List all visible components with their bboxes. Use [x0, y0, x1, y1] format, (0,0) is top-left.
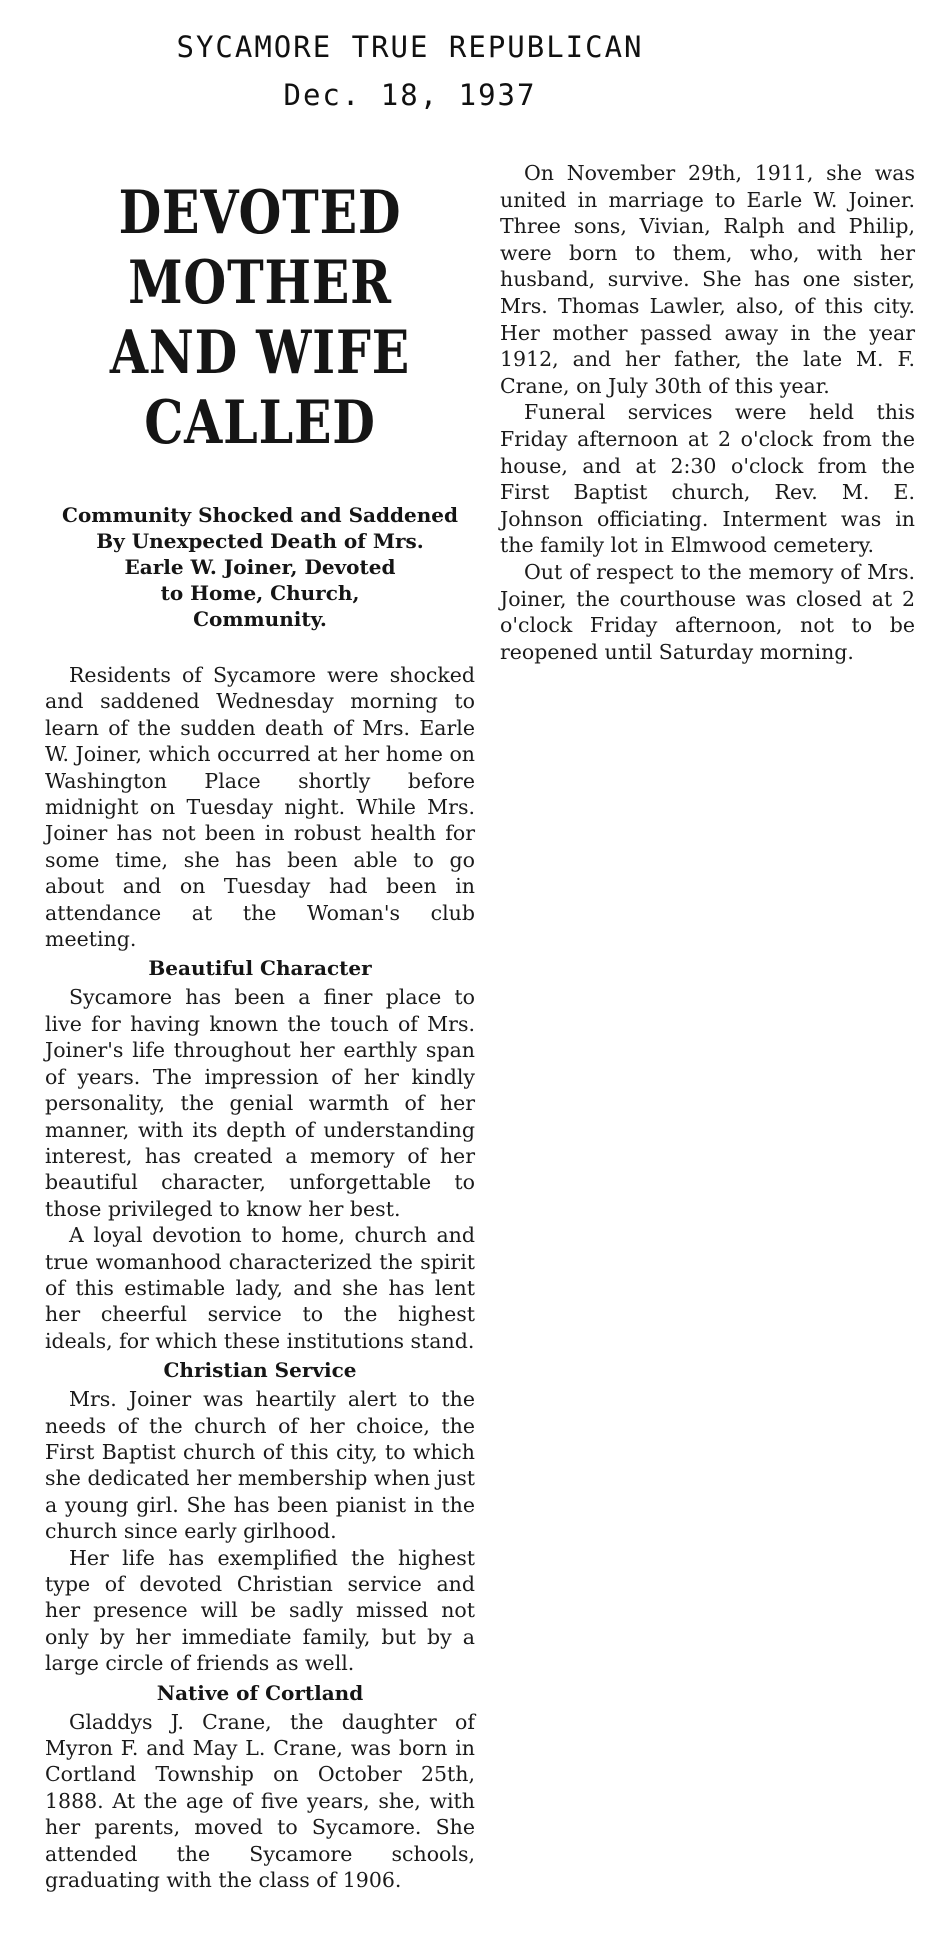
subheadline-deck — [45, 502, 475, 632]
deck-line: Community Shocked and Saddened — [62, 503, 458, 527]
article-left-column — [45, 160, 475, 1893]
body-paragraph: Sycamore has been a finer place to live for having known the touch of Mrs. Joiner's life throughout her earthly span of years. The impression of her kindly personality, the genial warmth of her manner, with its depth of understanding interest, has created a memory of her beautiful character, unforgettable to those privileged to know her best. — [45, 985, 475, 1221]
headline-line-1: DEVOTED MOTHER — [118, 178, 402, 318]
section-heading-native-of-cortland: Native of Cortland — [156, 1680, 364, 1705]
body-paragraph: Funeral services were held this Friday afternoon at 2 o'clock from the house, and at 2:30 o'clock from the First Baptist church, Rev. M. E. Johnson officiating. Interment was in the family lot in Elmwood cemetery. — [500, 400, 915, 558]
body-paragraph: On November 29th, 1911, she was united in marriage to Earle W. Joiner. Three sons, Vivian, Ralph and Philip, were born to them, who, with her husband, survive. She has one sister, Mrs. Thomas Lawler, also, of this city. Her mother passed away in the year 1912, and her father, the late M. F. Crane, on July 30th of this year. — [500, 161, 915, 398]
body-paragraph: Her life has exemplified the highest type of devoted Christian service and her presence will be sadly missed not only by her immediate family, but by a large circle of friends as well. — [45, 1545, 475, 1676]
body-paragraph: Out of respect to the memory of Mrs. Joiner, the courthouse was closed at 2 o'clock Friday afternoon, not to be reopened until Saturday morning. — [500, 559, 915, 664]
deck-line: to Home, Church, — [160, 581, 360, 605]
section-heading-beautiful-character: Beautiful Character — [148, 956, 372, 981]
newspaper-name: SYCAMORE TRUE REPUBLICAN — [176, 30, 644, 64]
body-paragraph: A loyal devotion to home, church and true womanhood characterized the spirit of this estimable lady, and she has lent her cheerful service to the highest ideals, for which these institutions stand. — [45, 1223, 475, 1353]
deck-line: Community. — [193, 607, 327, 631]
deck-line: Earle W. Joiner, Devoted — [124, 555, 396, 579]
body-paragraph: Mrs. Joiner was heartily alert to the needs of the church of her choice, the First Baptist church of this city, to which she dedicated her membership when just a young girl. She has been pianist in the church since early girlhood. — [45, 1387, 475, 1544]
intro-paragraph: Residents of Sycamore were shocked and saddened Wednesday morning to learn of the sudden death of Mrs. Earle W. Joiner, which occurred at her home on Washington Place shortly before midnight on Tuesday night. While Mrs. Joiner has not been in robust health for some time, she has been able to go about and on Tuesday had been in attendance at the Woman's club meeting. — [45, 663, 475, 952]
article-right-column — [500, 160, 915, 665]
section-heading-christian-service: Christian Service — [163, 1358, 357, 1383]
publication-date: Dec. 18, 1937 — [283, 78, 537, 112]
headline-line-2: AND WIFE CALLED — [109, 318, 411, 458]
body-paragraph: Gladdys J. Crane, the daughter of Myron F. and May L. Crane, was born in Cortland Township on October 25th, 1888. At the age of five years, she, with her parents, moved to Sycamore. She attended the Sycamore schools, graduating with the class of 1906. — [45, 1709, 475, 1893]
deck-line: By Unexpected Death of Mrs. — [96, 529, 424, 553]
